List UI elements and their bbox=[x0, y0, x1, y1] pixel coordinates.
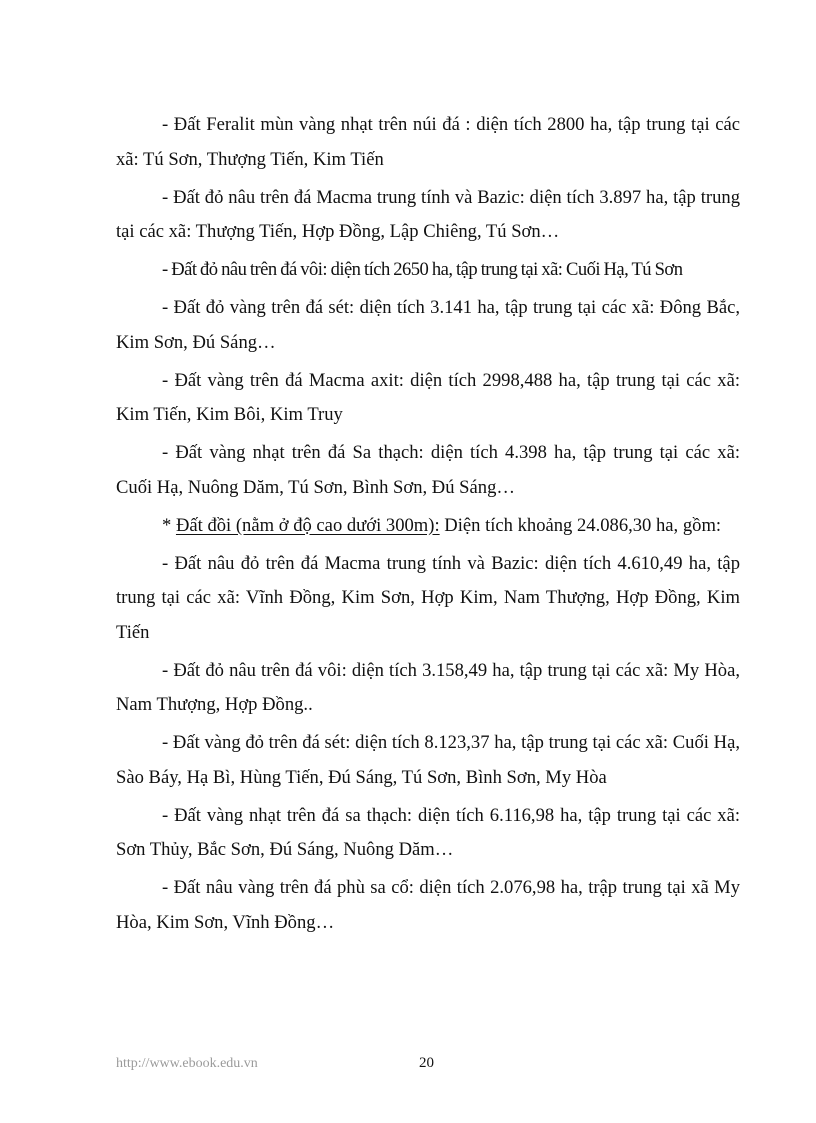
paragraph-do-nau-da-voi-2: - Đất đỏ nâu trên đá vôi: diện tích 3.158,49 ha, tập trung tại các xã: My Hòa, Nam Thượng, Hợp Đồng.. bbox=[116, 659, 740, 715]
paragraph-vang-do-da-set: - Đất vàng đỏ trên đá sét: diện tích 8.123,37 ha, tập trung tại các xã: Cuối Hạ, Sào Báy, Hạ Bì, Hùng Tiến, Đú Sáng, Tú Sơn, Bình Sơn, My Hòa bbox=[116, 732, 740, 788]
paragraph-do-vang-da-set: - Đất đỏ vàng trên đá sét: diện tích 3.141 ha, tập trung tại các xã: Đông Bắc, Kim Sơn, Đú Sáng… bbox=[116, 297, 740, 353]
paragraph-feralit: - Đất Feralit mùn vàng nhạt trên núi đá : diện tích 2800 ha, tập trung tại các xã: Tú Sơn, Thượng Tiến, Kim Tiến bbox=[116, 114, 740, 170]
paragraph-do-nau-macma: - Đất đỏ nâu trên đá Macma trung tính và Bazic: diện tích 3.897 ha, tập trung tại các xã: Thượng Tiến, Hợp Đồng, Lập Chiêng, Tú Sơn… bbox=[116, 186, 740, 242]
footer-url[interactable]: http://www.ebook.edu.vn bbox=[116, 1056, 258, 1071]
paragraph-do-nau-da-voi: - Đất đỏ nâu trên đá vôi: diện tích 2650 ha, tập trung tại xã: Cuối Hạ, Tú Sơn bbox=[162, 259, 683, 280]
paragraph-nau-do-macma: - Đất nâu đỏ trên đá Macma trung tính và Bazic: diện tích 4.610,49 ha, tập trung tại các xã: Vĩnh Đồng, Kim Sơn, Hợp Kim, Nam Thượng, Hợp Đồng, Kim Tiến bbox=[116, 552, 740, 643]
section-heading: Đất đồi (nằm ở độ cao dưới 300m): bbox=[175, 514, 440, 536]
section-dat-doi bbox=[116, 509, 740, 544]
paragraph-vang-nhat-sa-thach: - Đất vàng nhạt trên đá Sa thạch: diện tích 4.398 ha, tập trung tại các xã: Cuối Hạ, Nuông Dăm, Tú Sơn, Bình Sơn, Đú Sáng… bbox=[116, 442, 740, 498]
section-description: Diện tích khoảng 24.086,30 ha, gồm: bbox=[439, 514, 722, 536]
paragraph-vang-nhat-sa-thach-2: - Đất vàng nhạt trên đá sa thạch: diện tích 6.116,98 ha, tập trung tại các xã: Sơn Thủy, Bắc Sơn, Đú Sáng, Nuông Dăm… bbox=[116, 804, 740, 860]
paragraph-vang-macma-axit: - Đất vàng trên đá Macma axit: diện tích 2998,488 ha, tập trung tại các xã: Kim Tiến, Kim Bôi, Kim Truy bbox=[116, 369, 740, 425]
paragraph-nau-vang-phu-sa: - Đất nâu vàng trên đá phù sa cổ: diện tích 2.076,98 ha, trập trung tại xã My Hòa, Kim Sơn, Vĩnh Đồng… bbox=[116, 877, 740, 933]
section-bullet: * bbox=[162, 514, 176, 536]
document-body bbox=[116, 108, 740, 944]
page-number: 20 bbox=[419, 1055, 434, 1071]
